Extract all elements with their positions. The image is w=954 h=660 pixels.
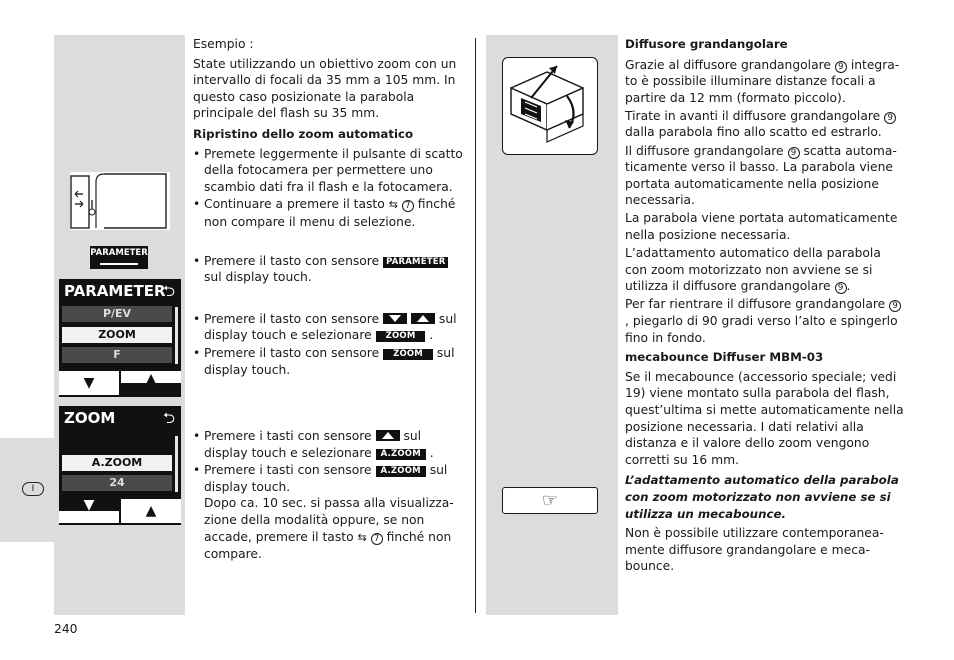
down-button[interactable] (59, 371, 119, 395)
zoom-value: 24 (62, 475, 172, 491)
triangle-up-icon: ▲ (145, 503, 157, 519)
key-number: 7 (402, 200, 414, 212)
return-arrow-icon[interactable]: ⮌ (162, 282, 175, 300)
swap-arrows-icon: ⇆ (388, 198, 398, 212)
list-item: • Continuare a premere il tasto ⇆ 7 finché non compare il menu di selezione. (193, 196, 465, 230)
zoom-chip: ZOOM (383, 349, 433, 360)
paragraph: Se il mecabounce (accessorio speciale; vedi 19) viene montato sulla parabola del flash, quest’ultima si mette automaticamente nella posizione necessaria. I dati relativi alla distanza e il valore dello zoom vengono corretti su 16 mm. (625, 369, 904, 467)
up-button[interactable] (121, 499, 181, 523)
note-icon-frame (502, 487, 598, 514)
up-key-icon (411, 313, 435, 324)
up-key-icon (376, 430, 400, 441)
down-key-icon (383, 313, 407, 324)
paragraph: Il diffusore grandangolare 9 scatta automa-ticamente verso il basso. La parabola viene portata automaticamente nella posizione necessaria. (625, 143, 897, 208)
return-arrow-icon[interactable]: ⮌ (162, 409, 175, 427)
part-number: 9 (889, 300, 901, 312)
menu-item-a-zoom[interactable]: A.ZOOM (62, 455, 172, 471)
column-divider (475, 38, 476, 613)
menu-item-zoom[interactable]: ZOOM (62, 327, 172, 343)
zoom-display (59, 406, 181, 525)
menu-item-pev[interactable]: P/EV (62, 306, 172, 322)
page-number: 240 (54, 622, 78, 636)
triangle-down-icon: ▼ (83, 497, 95, 513)
paragraph: Tirate in avanti il diffusore grandangolare 9 dalla parabola fino allo scatto ed estrarlo. (625, 108, 905, 141)
example-label: Esempio : (193, 37, 254, 51)
triangle-down-icon: ▼ (83, 375, 95, 391)
swap-arrows-icon: ⇆ (357, 530, 367, 544)
paragraph: Non è possibile utilizzare contemporanea-mente diffusore grandangolare e meca-bounce. (625, 526, 884, 574)
language-tab-marker (22, 482, 44, 496)
paragraph: Per far rientrare il diffusore grandangolare 9, piegarlo di 90 gradi verso l’alto e spingerlo fino in fondo. (625, 296, 905, 346)
list-item: • Premete leggermente il pulsante di scatto della fotocamera per permettere uno scambio dati fra il flash e la fotocamera. (193, 146, 465, 196)
part-number: 9 (788, 147, 800, 159)
part-number: 9 (835, 282, 847, 294)
list-item: • Premere il tasto con sensore ZOOM sul display touch. (193, 345, 465, 378)
language-tab-label: I (31, 484, 35, 494)
parameter-display-title: PARAMETER (64, 282, 166, 300)
menu-item-f[interactable]: F (62, 347, 172, 363)
diffuser-illustration-frame (502, 57, 598, 155)
scrollbar[interactable] (175, 436, 178, 492)
paragraph: L’adattamento automatico della parabola con zoom motorizzato non avviene se si utilizza il diffusore grandangolare 9 . (625, 246, 881, 294)
part-number: 9 (884, 112, 896, 124)
pointing-hand-icon: ☞ (541, 490, 559, 511)
section-heading-mecabounce: mecabounce Diffuser MBM-03 (625, 350, 824, 365)
paragraph: La parabola viene portata automaticamente nella posizione necessaria. (625, 211, 898, 243)
zoom-chip: ZOOM (376, 331, 426, 342)
parameter-chip: PARAMETER (383, 257, 448, 268)
example-body: State utilizzando un obiettivo zoom con un intervallo di focali da 35 mm a 105 mm. In questo caso posizionate la parabola principale del flash su 35 mm. (193, 56, 457, 121)
a-zoom-chip: A.ZOOM (376, 466, 426, 477)
key-number: 7 (371, 533, 383, 545)
a-zoom-chip: A.ZOOM (376, 449, 426, 460)
list-item: • Premere il tasto con sensore sul display touch e selezionare ZOOM . (193, 311, 465, 344)
camera-illustration (70, 172, 170, 230)
down-button[interactable] (59, 499, 119, 523)
section-heading-diffuser: Diffusore grandangolare (625, 37, 788, 51)
part-number: 9 (835, 61, 847, 73)
scrollbar[interactable] (175, 307, 178, 364)
list-item: • Premere i tasti con sensore A.ZOOM sul display touch. Dopo ca. 10 sec. si passa alla visualizza-zione della modalità oppure, se non accade, premere il tasto ⇆ 7 finché non compare. (193, 462, 465, 563)
note-text: L’adattamento automatico della parabola con zoom motorizzato non avviene se si utilizza un mecabounce. (625, 473, 899, 521)
wide-angle-diffuser-illustration (503, 58, 597, 154)
section-heading-auto-zoom: Ripristino dello zoom automatico (193, 126, 414, 141)
paragraph: Grazie al diffusore grandangolare 9 integra-to è possibile illuminare distanze focali a partire da 12 mm (formato piccolo). (625, 57, 900, 105)
up-button[interactable]: ▲ (121, 371, 181, 395)
parameter-display (59, 279, 181, 397)
parameter-key-label: PARAMETER (90, 248, 148, 258)
zoom-display-title: ZOOM (64, 409, 116, 427)
list-item: • Premere il tasto con sensore PARAMETER sul display touch. (193, 253, 465, 286)
left-text-column (193, 36, 465, 563)
parameter-key[interactable] (90, 246, 148, 269)
right-text-column (625, 36, 905, 576)
list-item: • Premere i tasti con sensore sul display touch e selezionare A.ZOOM . (193, 428, 465, 461)
